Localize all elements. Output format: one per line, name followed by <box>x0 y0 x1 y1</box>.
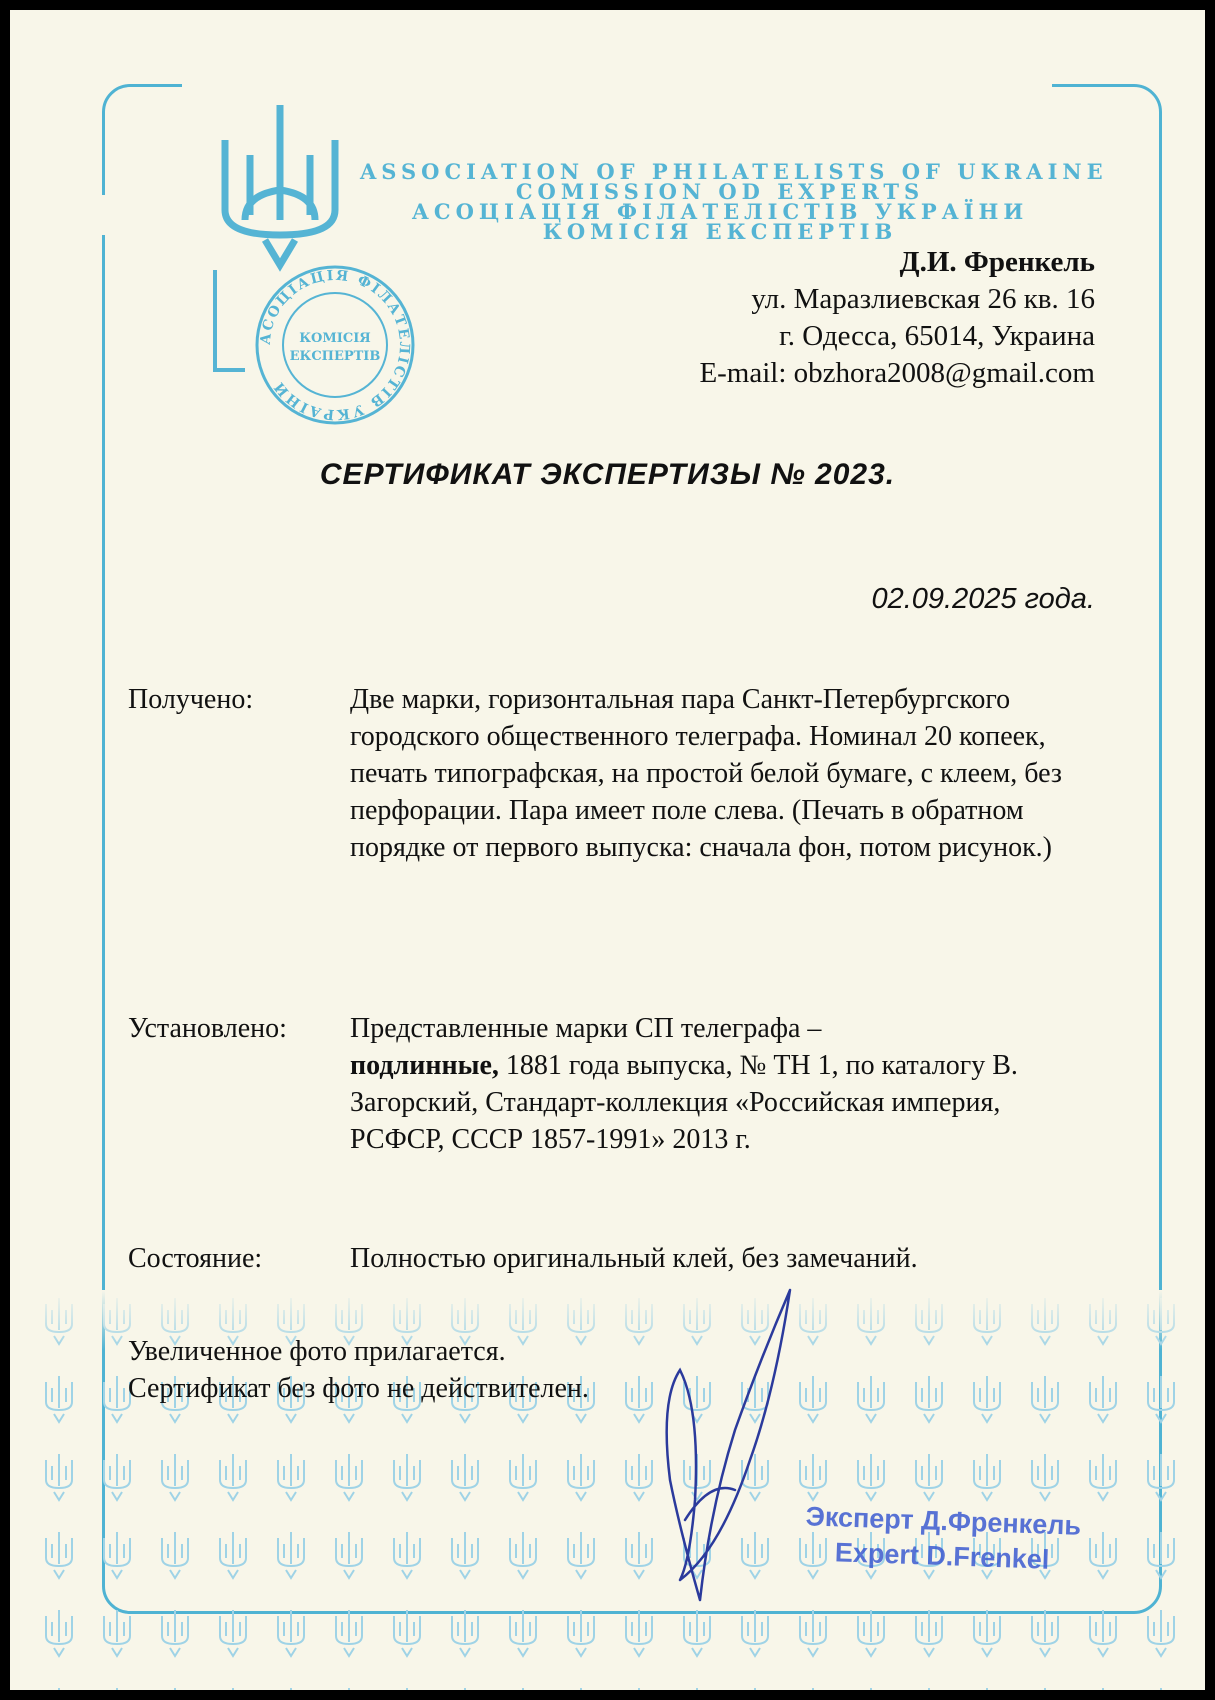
certificate-sheet <box>10 10 1205 1690</box>
condition-text: Полностью оригинальный клей, без замечаний. <box>350 1243 918 1274</box>
certificate-title: СЕРТИФИКАТ ЭКСПЕРТИЗЫ № 2023. <box>319 458 896 491</box>
seal-center-line1: КОМІСІЯ <box>299 331 371 346</box>
association-line: КОМІСІЯ ЕКСПЕРТІВ <box>542 219 898 244</box>
certificate-date: 02.09.2025 года. <box>871 583 1095 615</box>
received-label: Получено: <box>128 684 254 715</box>
notes-block <box>128 1333 589 1407</box>
expert-stamp <box>804 1499 1082 1579</box>
signature-image <box>640 1280 820 1610</box>
stamp-line: Эксперт Д.Френкель <box>805 1501 1082 1541</box>
association-header <box>360 159 1108 244</box>
established-label: Установлено: <box>128 1013 287 1044</box>
established-text <box>350 1010 1070 1158</box>
expert-name: Д.И. Френкель <box>899 246 1095 278</box>
address-line: ул. Маразлиевская 26 кв. 16 <box>751 283 1095 315</box>
seal-ring-text: АСОЦІАЦІЯ ФІЛАТЕЛІСТІВ УКРАЇНИ <box>257 267 413 423</box>
association-emblem-icon <box>205 100 415 430</box>
seal-center-line2: ЕКСПЕРТІВ <box>289 349 381 364</box>
association-line: АСОЦІАЦІЯ ФІЛАТЕЛІСТІВ УКРАЇНИ <box>411 199 1029 224</box>
association-line: COMISSION OD EXPERTS <box>515 179 925 204</box>
city-line: г. Одесса, 65014, Украина <box>779 320 1095 352</box>
condition-label: Состояние: <box>128 1243 263 1274</box>
email-line: E-mail: obzhora2008@gmail.com <box>699 357 1095 389</box>
note-line: Увеличенное фото прилагается. <box>128 1336 506 1367</box>
association-line: ASSOCIATION OF PHILATELISTS OF UKRAINE <box>360 159 1108 184</box>
contact-block <box>699 244 1095 392</box>
established-text-before: Представленные марки СП телеграфа – <box>350 1013 822 1044</box>
received-text: Две марки, горизонтальная пара Санкт-Петербургского городского общественного телеграфа. Номинал 20 копеек, печать типографская, на простой белой бумаге, с клеем, без перфорации. Пара имеет поле слева. (Печать в обратном порядке от первого выпуска: сначала фон, потом рисунок.) <box>350 684 1062 863</box>
border-gap <box>90 195 150 235</box>
note-line: Сертификат без фото не действителен. <box>128 1373 589 1404</box>
established-text-after: 1881 года выпуска, № ТН 1, по каталогу В. Загорский, Стандарт-коллекция «Российская империя, РСФСР, СССР 1857-1991» 2013 г. <box>350 1050 1018 1155</box>
stamp-line: Expert D.Frenkel <box>834 1537 1050 1575</box>
established-bold: подлинные, <box>350 1050 499 1081</box>
